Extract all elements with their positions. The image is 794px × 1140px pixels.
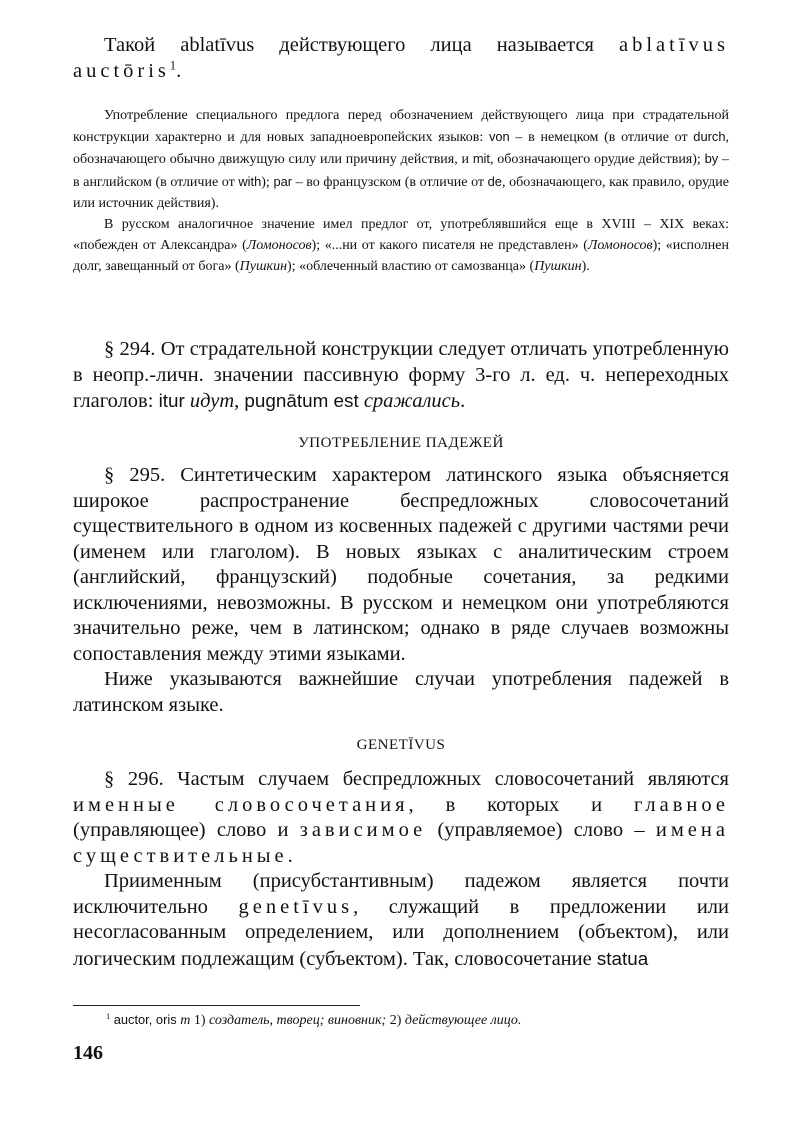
section-heading: УПОТРЕБЛЕНИЕ ПАДЕЖЕЙ [298,435,504,451]
paragraph-ablativus-auctoris [73,33,729,84]
page-number: 146 [73,1042,103,1064]
section-heading: GENETĪVUS [356,737,446,753]
section-296 [73,767,729,972]
paragraph: Ниже указываются важнейшие случаи употребления падежей в латинском языке. [73,668,729,716]
footnote-number: 1 [106,1011,111,1021]
paragraph: § 295. Синтетическим характером латинского языка объясняется широкое распространение беспредложных словосочетаний существительного в одном из косвенных падежей с другими частями речи (именем или глаголом). В новых языках с аналитическим строем (английский, французский) подобные сочетания, за редкими исключениями, невозможны. В русском и немецком они употребляются значительно реже, чем в латинском; однако в ряде случаев возможны сопоставления между этими языками. [73,464,729,665]
latin-term: ablatīvus [180,34,255,56]
note-paragraph-2: В русском аналогичное значение имел предлог от, употреблявшийся еще в XVIII – XIX веках: «побежден от Александра» (Ломоносов); «...ни от какого писателя не представлен» (Ломоносов); «исполнен долг, завещанный от бога» (Пушкин); «облеченный властию от самозванца» (Пушкин). [73,217,729,275]
note-block [73,105,729,278]
text: . [176,59,182,82]
footnote-marker: 1 [169,58,177,73]
section-294: § 294. От страдательной конструкции следует отличать употребленную в неопр.-личн. значении пассивную форму 3-го л. ед. ч. непереходных глаголов: itur идут, pugnātum est сражались. [73,338,729,412]
latin-term-spaced: ablatīvus auctōris [73,34,729,82]
section-295 [73,463,729,718]
footnote: $^1$ auctor, oris m 1) создатель, творец; виновник; 2) действующее лицо. [106,1011,522,1028]
footnote-divider [73,1005,360,1006]
paragraph: § 296. Частым случаем беспредложных словосочетаний являются именные словосочетания, в которых и главное (управляющее) слово и зависимое (управляемое) слово – имена существительные. [73,768,729,867]
text: действующего лица называется [254,34,619,56]
note-paragraph-1: Употребление специального предлога перед обозначением действующего лица при страдательной конструкции характерно и для новых западноевропейских языков: von – в немецком (в отличие от durch, обозначающего обычно движущую силу или причину действия, и mit, обозначающего орудие действия); by – в английском (в отличие от with); par – во французском (в отличие от de, обозначающего, как правило, орудие или источник действия). [73,108,730,211]
text: Такой [104,34,181,56]
paragraph: Приименным (присубстантивным) падежом является почти исключительно genetīvus, служащий в предложении или несогласованным определением, или дополнением (объектом), или логическим подлежащим (субъектом). Так, словосочетание statua [73,870,729,970]
